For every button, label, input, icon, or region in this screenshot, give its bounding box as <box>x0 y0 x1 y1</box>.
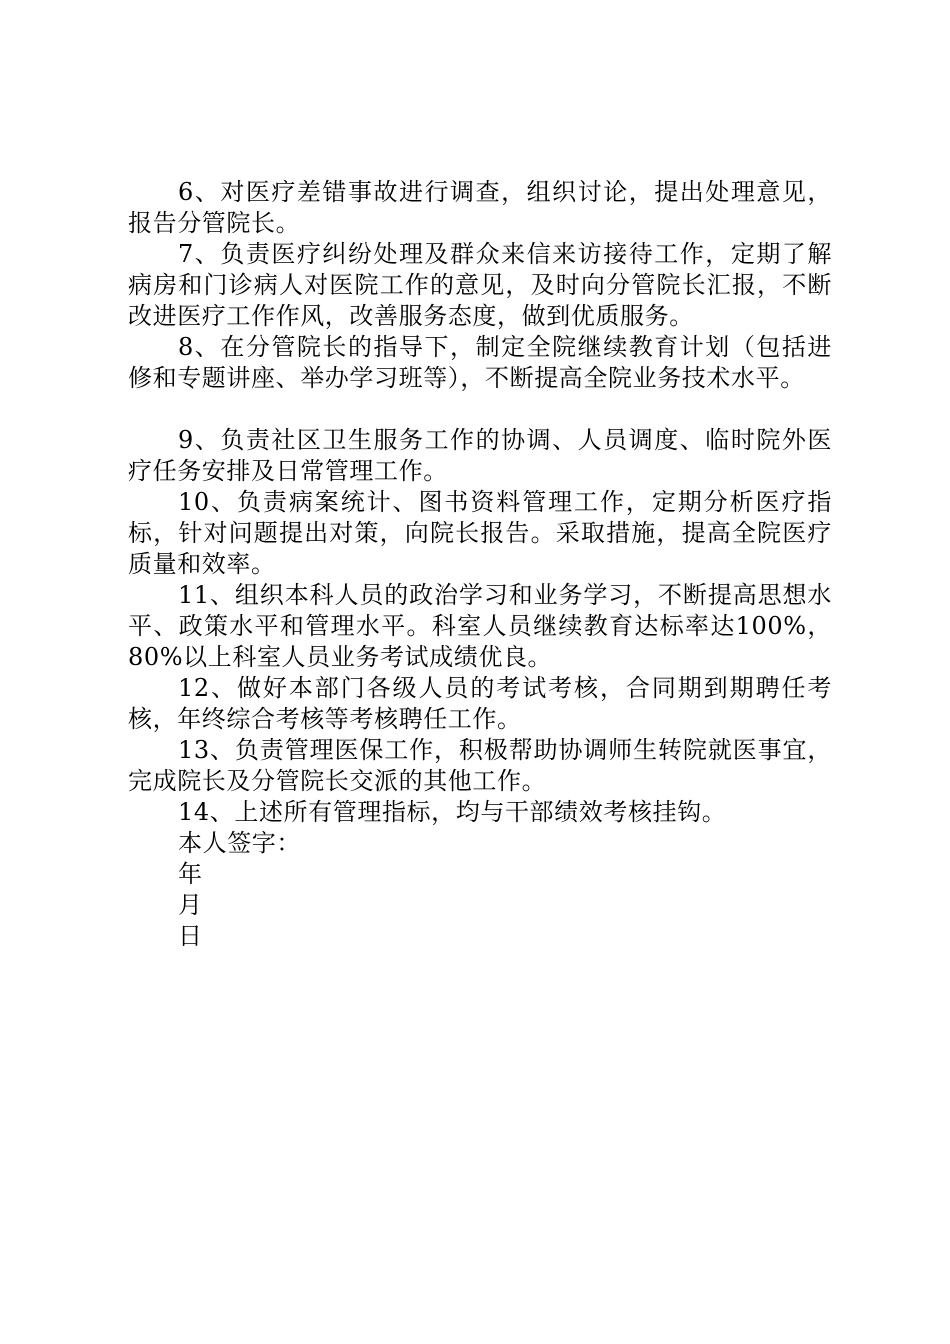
blank-line <box>128 394 832 425</box>
clause-10: 10、负责病案统计、图书资料管理工作，定期分析医疗指标，针对问题提出对策，向院长报告。采取措施，提高全院医疗质量和效率。 <box>128 488 832 578</box>
clause-9: 9、负责社区卫生服务工作的协调、人员调度、临时院外医疗任务安排及日常管理工作。 <box>128 426 832 485</box>
date-day: 日 <box>178 922 203 950</box>
date-month: 月 <box>178 891 203 919</box>
clause-13: 13、负责管理医保工作，积极帮助协调师生转院就医事宜，完成院长及分管院长交派的其他工作。 <box>128 736 832 795</box>
clause-12: 12、做好本部门各级人员的考试考核，合同期到期聘任考核，年终综合考核等考核聘任工作。 <box>128 674 832 733</box>
signature-label: 本人签字： <box>178 829 301 857</box>
clause-14: 14、上述所有管理指标，均与干部绩效考核挂钩。 <box>178 798 727 826</box>
clause-6: 6、对医疗差错事故进行调查，组织讨论，提出处理意见，报告分管院长。 <box>128 178 832 237</box>
clause-8: 8、在分管院长的指导下，制定全院继续教育计划（包括进修和专题讲座、举办学习班等），不断提高全院业务技术水平。 <box>128 333 832 392</box>
date-year: 年 <box>178 860 203 888</box>
clause-7: 7、负责医疗纠纷处理及群众来信来访接待工作，定期了解病房和门诊病人对医院工作的意见，及时向分管院长汇报，不断改进医疗工作作风，改善服务态度，做到优质服务。 <box>128 240 832 330</box>
document-body <box>128 177 832 952</box>
clause-11: 11、组织本科人员的政治学习和业务学习，不断提高思想水平、政策水平和管理水平。科室人员继续教育达标率达100%，80%以上科室人员业务考试成绩优良。 <box>128 581 832 671</box>
